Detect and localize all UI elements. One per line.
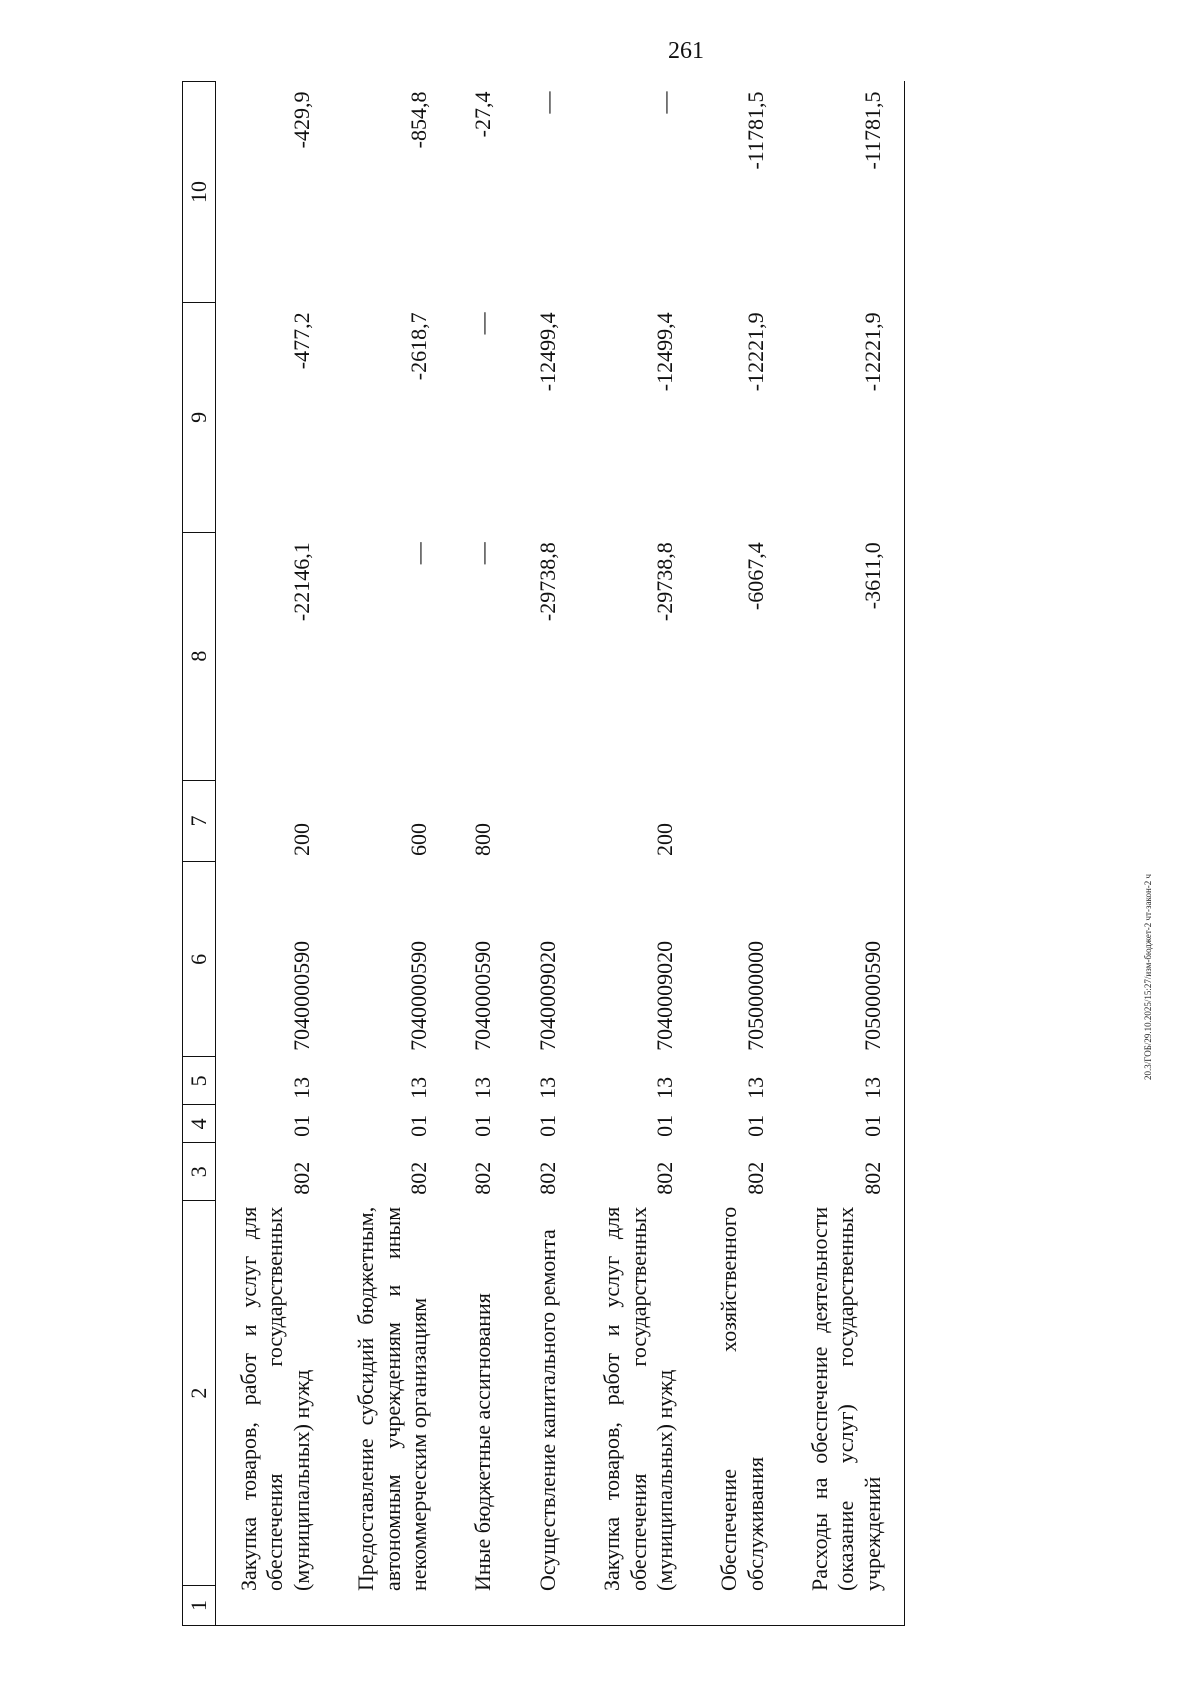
col-header-2: 2	[183, 1201, 216, 1586]
cell-subsection: 13	[742, 1076, 768, 1099]
col-header-9: 9	[183, 302, 216, 532]
cell-value-8: -6067,4	[742, 542, 768, 611]
cell-value-10: -11781,5	[787, 82, 905, 303]
col-header-1: 1	[183, 1586, 216, 1626]
cell-value-8: -22146,1	[288, 542, 314, 622]
col-header-6: 6	[183, 862, 216, 1057]
table-row	[515, 82, 579, 1626]
cell-value-8: —	[470, 542, 496, 565]
cell-target: 7040000590	[470, 940, 496, 1051]
cell-value-8: -3611,0	[787, 532, 905, 780]
cell-target: 7050000000	[742, 940, 768, 1051]
row-name: Обеспечение хозяйственного обслуживания	[696, 1201, 787, 1626]
col-header-7: 7	[183, 780, 216, 862]
cell-value-10: —	[534, 91, 560, 114]
table-row	[579, 82, 696, 1626]
cell-value-9: -477,2	[288, 312, 314, 370]
page-number: 261	[668, 38, 704, 64]
cell-expense-type: 200	[288, 822, 314, 856]
row-name: Осуществление капитального ремонта	[515, 1201, 579, 1626]
table-row	[787, 82, 905, 1626]
cell-subsection: 13	[787, 1057, 905, 1105]
cell-expense-type	[787, 780, 905, 862]
header-row	[183, 82, 216, 1626]
cell-target: 7040000590	[405, 940, 431, 1051]
table-row	[333, 82, 450, 1626]
table-row	[450, 82, 514, 1626]
cell-grbs: 802	[742, 1161, 768, 1195]
col-header-10: 10	[183, 82, 216, 303]
col-header-4: 4	[183, 1105, 216, 1143]
cell-grbs: 802	[470, 1161, 496, 1195]
cell-target: 7050000590	[787, 862, 905, 1057]
cell-subsection: 13	[534, 1076, 560, 1099]
cell-expense-type: 800	[470, 822, 496, 856]
cell-value-9: -12499,4	[651, 312, 677, 392]
col-header-3: 3	[183, 1143, 216, 1201]
col-header-8: 8	[183, 532, 216, 780]
footer-doc-code: 20.3/ГОБ/29.10.2025/15:27/изм-бюджет-2 чт-закон-2 ч	[1143, 873, 1153, 1080]
budget-table	[182, 81, 905, 1626]
row-name: Расходы на обеспечение деятельности (оказание услуг) государственных учреждений	[787, 1201, 905, 1626]
cell-value-8: -29738,8	[651, 542, 677, 622]
cell-value-8: —	[405, 542, 431, 565]
cell-section: 01	[787, 1105, 905, 1143]
cell-subsection: 13	[288, 1076, 314, 1099]
cell-subsection: 13	[405, 1076, 431, 1099]
row-name: Закупка товаров, работ и услуг для обеспечения государственных (муниципальных) нужд	[216, 1201, 334, 1626]
cell-expense-type: 200	[651, 822, 677, 856]
cell-target: 7040000590	[288, 940, 314, 1051]
cell-expense-type: 600	[405, 822, 431, 856]
cell-expense-type	[696, 780, 787, 862]
cell-expense-type	[515, 780, 579, 862]
cell-value-10: -11781,5	[742, 91, 768, 170]
cell-target: 7040009020	[534, 940, 560, 1051]
cell-value-10: -854,8	[405, 91, 431, 149]
cell-value-9: -12221,9	[787, 302, 905, 532]
table-row	[216, 82, 334, 1626]
cell-section: 01	[405, 1114, 431, 1137]
cell-grbs: 802	[651, 1161, 677, 1195]
table-row	[696, 82, 787, 1626]
cell-value-9: -12221,9	[742, 312, 768, 392]
row-name: Иные бюджетные ассигнования	[450, 1201, 514, 1626]
cell-section: 01	[742, 1114, 768, 1137]
cell-grbs: 802	[288, 1161, 314, 1195]
cell-value-9: -2618,7	[405, 312, 431, 381]
row-name: Предоставление субсидий бюджетным, автономным учреждениям и иным некоммерческим организациям	[333, 1201, 450, 1626]
cell-value-9: —	[470, 312, 496, 335]
cell-target: 7040009020	[651, 940, 677, 1051]
cell-value-10: -429,9	[288, 91, 314, 149]
cell-section: 01	[651, 1114, 677, 1137]
cell-value-10: -27,4	[470, 91, 496, 138]
cell-grbs: 802	[787, 1143, 905, 1201]
cell-section: 01	[288, 1114, 314, 1137]
cell-section: 01	[470, 1114, 496, 1137]
cell-subsection: 13	[651, 1076, 677, 1099]
row-name: Закупка товаров, работ и услуг для обеспечения государственных (муниципальных) нужд	[579, 1201, 696, 1626]
cell-value-8: -29738,8	[534, 542, 560, 622]
cell-grbs: 802	[534, 1161, 560, 1195]
col-header-5: 5	[183, 1057, 216, 1105]
cell-section: 01	[534, 1114, 560, 1137]
cell-subsection: 13	[470, 1076, 496, 1099]
cell-value-10: —	[651, 91, 677, 114]
cell-grbs: 802	[405, 1161, 431, 1195]
cell-value-9: -12499,4	[534, 312, 560, 392]
budget-table-container	[182, 81, 1087, 1626]
